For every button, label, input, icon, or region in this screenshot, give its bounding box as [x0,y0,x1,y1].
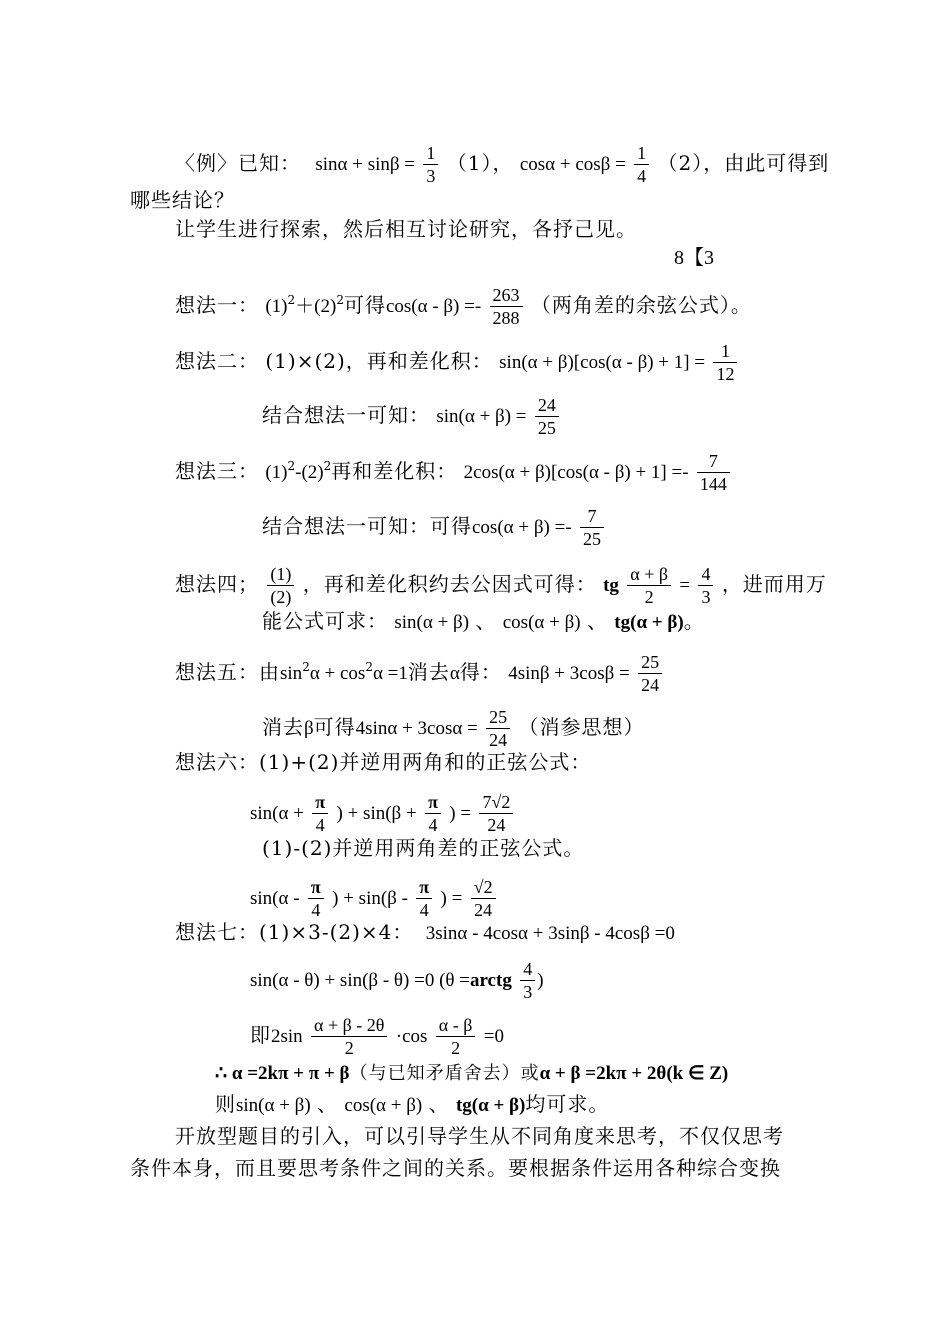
idea-7-text: (1)×3-(2)×4： [259,920,414,944]
formula-part: sin(α + [250,803,304,824]
idea-4-equals: = [679,575,691,596]
formula-part: cos(α + β) [344,1095,423,1116]
formula-part: =0 [483,1026,504,1047]
idea-7-formula: 3sinα - 4cosα + 3sinβ - 4cosβ =0 [425,923,675,944]
idea-5-label: 想法五： [175,660,259,684]
idea-3-expr: (1) [265,462,288,483]
identity: α + cos [309,663,366,684]
idea-2-formula: sin(α + β)[cos(α - β) + 1] = [499,352,706,373]
stray-mark: 8【3 [674,247,714,269]
idea-5-formula: 4sinβ + 3cosβ = [508,663,630,684]
four-thirds: $\frac{4}{3}$ [520,958,535,1003]
formula-part: ) = [440,888,463,909]
idea-3-sub-text: 结合想法一可知：可得 [262,514,472,538]
idea-1-note: （两角差的余弦公式）。 [530,293,752,317]
idea-7-formula-4 [215,1058,728,1088]
example-line [175,142,829,187]
idea-7-formula-2 [250,958,544,1003]
separator: 、 [586,609,608,633]
idea-7-label: 想法七： [175,920,259,944]
idea-4-f3: tg(α + β) [614,612,684,633]
separator: 、 [317,1092,339,1116]
idea-5-sub-text: 消去 [262,715,304,739]
idea-4-value-fraction: $\frac{4}{3}$ [698,563,713,608]
idea-1-label: 想法一： [175,293,259,317]
period: 。 [683,609,705,633]
idea-2 [175,340,739,385]
idea-4-line2 [262,607,705,637]
idea-5 [175,651,664,696]
pi-over-four: $\frac{\pi}{4}$ [308,876,324,921]
idea-3-followup [262,505,606,550]
idea-5-text: 由 [259,660,280,684]
idea-3-formula: 2cos(α + β)[cos(α - β) + 1] =- [463,462,689,483]
idea-1 [175,284,752,329]
idea-2-sub-text: 结合想法一可知： [262,403,430,427]
idea-4 [175,563,827,608]
idea-4-tg-fraction: $\frac{\alpha + \beta}{2}$ [627,563,671,608]
idea-2-sub-formula: sin(α + β) = [436,406,527,427]
superscript: 2 [365,660,373,674]
idea-5-fraction: $\frac{25}{24}$ [638,651,662,696]
idea-5-text: 消去 [407,660,450,684]
pi-over-four: $\frac{\pi}{4}$ [425,791,441,836]
idea-5-note: （消参思想） [518,715,645,739]
formula-part: ) [537,970,544,991]
idea-3-sub-fraction: $\frac{7}{25}$ [580,505,604,550]
idea-2-sub-fraction: $\frac{24}{25}$ [535,394,559,439]
idea-3 [175,450,732,495]
fraction-one-quarter: $\frac{1}{4}$ [634,142,649,187]
conclusion-line-2: 条件本身，而且要思考条件之间的关系。要根据条件运用各种综合变换 [130,1156,781,1180]
half-angle-sum-fraction: $\frac{\alpha + \beta - 2\theta}{2}$ [311,1014,387,1059]
identity: sin [280,663,303,684]
idea-6-label: 想法六： [175,750,259,774]
formula-part: ∴ α =2kπ + π + β [215,1063,350,1084]
idea-4-tg: tg [603,575,619,596]
equation-2: cosα + cosβ = [519,154,626,175]
example-question: 哪些结论？ [130,188,235,212]
idea-5-followup [262,706,644,751]
idea-7-note: （与已知矛盾舍去）或 [349,1063,540,1084]
equation-1: sinα + sinβ = [315,154,416,175]
idea-4-label: 想法四； [175,572,259,596]
idea-7-text: 即 [250,1023,271,1047]
idea-6-formula-1 [250,791,515,836]
superscript: 2 [336,293,344,307]
formula-part: ) = [449,803,472,824]
formula-part: sin(α - θ) + sin(β - θ) =0 (θ = [250,970,470,991]
beta-symbol: β [304,718,314,739]
superscript: 2 [302,660,310,674]
idea-4-tail: ，进而用万 [721,572,827,596]
fraction-one-third: $\frac{1}{3}$ [423,142,438,187]
idea-7-formula-5 [215,1090,609,1120]
alpha-symbol: α [449,663,460,684]
formula-part: α + β =2kπ + 2θ(k ∈ Z) [539,1063,729,1084]
formula-part: ) + sin(β - [332,888,408,909]
idea-1-formula: cos(α - β) =- [385,296,482,317]
idea-1-expr: ＋(2) [295,296,337,317]
idea-3-fraction: $\frac{7}{144}$ [697,450,730,495]
formula-part: ·cos [395,1026,428,1047]
example-prefix: 〈例〉已知： [175,151,301,175]
equation-2-label: （2），由此可得到 [657,151,830,175]
idea-7-text: 则 [215,1092,236,1116]
separator: 、 [475,609,497,633]
idea-2-fraction: $\frac{1}{12}$ [713,340,737,385]
idea-1-expr: (1) [265,296,288,317]
idea-5-sub-text: 可得 [313,715,356,739]
idea-5-sub-formula: 4sinα + 3cosα = [355,718,478,739]
idea-4-f2: cos(α + β) [502,612,581,633]
formula-part: ) + sin(β + [336,803,417,824]
half-angle-diff-fraction: $\frac{\alpha - \beta}{2}$ [436,1014,476,1059]
formula-part: sin(α + β) [236,1095,311,1116]
idea-6-formula-2 [250,876,498,921]
idea-6-fraction-2: $\frac{√2}{24}$ [471,876,496,921]
intro-paragraph: 让学生进行探索，然后相互讨论研究，各抒己见。 [175,217,637,241]
idea-7-text: 均可求。 [525,1092,610,1116]
formula-part: sin(α - [250,888,300,909]
superscript: 2 [287,293,296,307]
idea-6-fraction-1: $\frac{7√2}{24}$ [479,791,513,836]
idea-4-line2-text: 能公式可求： [262,609,388,633]
idea-3-label: 想法三： [175,459,259,483]
idea-5-text: 得： [459,660,502,684]
identity: α =1 [372,663,408,684]
idea-7 [175,918,675,948]
idea-3-expr: 再和差化积： [331,459,458,483]
idea-7-formula-3 [250,1014,504,1059]
idea-1-expr: 可得 [343,293,386,317]
pi-over-four: $\frac{\pi}{4}$ [416,876,432,921]
idea-6-text: (1)+(2)并逆用两角和的正弦公式： [259,750,592,774]
idea-4-lead-fraction: $\frac{(1)}{(2)}$ [267,563,294,608]
idea-5-sub-fraction: $\frac{25}{24}$ [486,706,510,751]
separator: 、 [428,1092,450,1116]
arctg: arctg [469,970,512,991]
formula-part: tg(α + β) [455,1095,526,1116]
idea-3-expr: -(2) [295,462,324,483]
idea-4-f1: sin(α + β) [394,612,470,633]
idea-4-text: ，再和差化积约去公因式可得： [302,572,597,596]
idea-2-label: 想法二： [175,349,259,373]
formula-part: 2sin [271,1026,303,1047]
pi-over-four: $\frac{\pi}{4}$ [312,791,328,836]
idea-6 [175,748,591,776]
conclusion-line-1: 开放型题目的引入，可以引导学生从不同角度来思考，不仅仅思考 [175,1124,784,1148]
superscript: 2 [287,459,296,473]
superscript: 2 [323,459,332,473]
equation-1-label: （1）， [446,151,514,175]
idea-2-followup [262,394,561,439]
idea-2-text: (1)×(2)，再和差化积： [265,349,493,373]
idea-3-sub-formula: cos(α + β) =- [472,517,572,538]
idea-6-text-2: (1)-(2)并逆用两角差的正弦公式。 [262,836,585,860]
idea-1-fraction: $\frac{263}{288}$ [490,284,523,329]
